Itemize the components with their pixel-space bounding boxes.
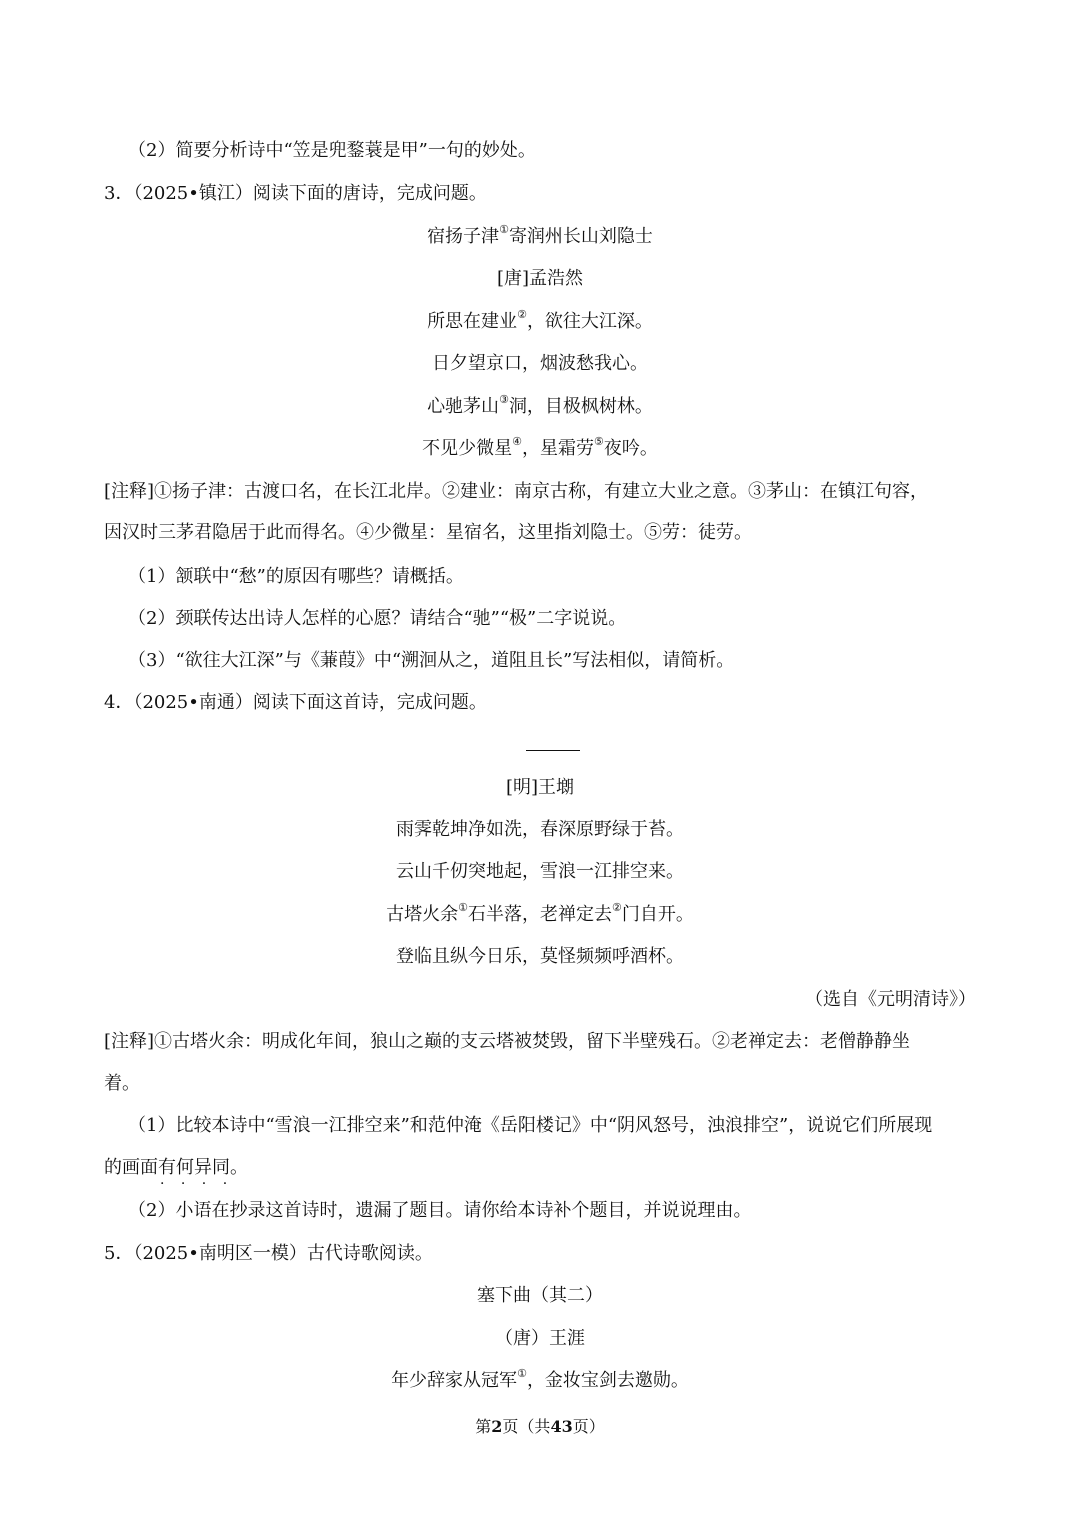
poem-3-line-3: 心驰茅山③洞，目极枫树林。: [427, 393, 653, 417]
poem-3-line-1: 所思在建业②，欲往大江深。: [427, 308, 653, 332]
poem-3-notes-line-2: 因汉时三茅君隐居于此而得名。④少微星：星宿名，这里指刘隐士。⑤劳：徒劳。: [104, 522, 752, 543]
question-5-header: 5．（2025•南明区一模）古代诗歌阅读。: [104, 1243, 433, 1264]
footnote-marker: ①: [499, 223, 509, 236]
page-footer: 第2页（共43页）: [475, 1417, 605, 1436]
question-4-subquestion-2: （2）小语在抄录这首诗时，遗漏了题目。请你给本诗补个题目，并说说理由。: [128, 1200, 752, 1221]
poem-4-line-4: 登临且纵今日乐，莫怪频频呼酒杯。: [396, 946, 684, 967]
poem-3-line-2: 日夕望京口，烟波愁我心。: [432, 353, 648, 374]
question-3-subquestion-3: （3）“欲往大江深”与《蒹葭》中“溯洄从之，道阻且长”写法相似，请简析。: [128, 650, 735, 671]
question-4-subquestion-1-continued: 的画面有何异同 · · · ·。: [104, 1157, 248, 1179]
poem-4-line-1: 雨霁乾坤净如洗，春深原野绿于苔。: [396, 819, 684, 840]
poem-5-title: 塞下曲（其二）: [477, 1285, 603, 1306]
question-3-subquestion-1: （1）颔联中“愁”的原因有哪些？请概括。: [128, 566, 464, 587]
question-2-subquestion-2: （2）简要分析诗中“笠是兜鍪蓑是甲”一句的妙处。: [128, 140, 536, 161]
poem-4-notes-line-2: 着。: [104, 1073, 140, 1094]
poem-3-notes-line-1: [注释]①扬子津：古渡口名，在长江北岸。②建业：南京古称，有建立大业之意。③茅山：在镇江句容，: [104, 481, 929, 502]
poem-4-author: [明]王㙟: [505, 777, 575, 798]
question-3-subquestion-2: （2）颈联传达出诗人怎样的心愿？请结合“驰”“极”二字说说。: [128, 608, 627, 629]
question-3-header: 3．（2025•镇江）阅读下面的唐诗，完成问题。: [104, 183, 487, 204]
poem-3-author: [唐]孟浩然: [496, 268, 584, 289]
poem-4-notes-line-1: [注释]①古塔火余：明成化年间，狼山之巅的支云塔被焚毁，留下半壁残石。②老禅定去：老僧静静坐: [104, 1031, 911, 1052]
poem-5-author: （唐）王涯: [495, 1328, 585, 1349]
poem-4-line-2: 云山千仞突地起，雪浪一江排空来。: [396, 861, 684, 882]
question-4-subquestion-1: （1）比较本诗中“雪浪一江排空来”和范仲淹《岳阳楼记》中“阴风怒号，浊浪排空”，说说它们所展现: [128, 1115, 933, 1136]
poem-5-line-1: 年少辞家从冠军①，金妆宝剑去邀勋。: [391, 1367, 689, 1391]
emphasis-dotted-text: 有何异同 · · · ·: [158, 1157, 230, 1178]
poem-3-title: 宿扬子津①寄润州长山刘隐士: [427, 223, 653, 247]
question-4-header: 4．（2025•南通）阅读下面这首诗，完成问题。: [104, 692, 487, 713]
missing-title-blank: [526, 750, 580, 751]
poem-4-source: （选自《元明清诗》）: [805, 989, 976, 1010]
poem-4-line-3: 古塔火余①石半落，老禅定去②门自开。: [386, 901, 694, 925]
poem-3-line-4: 不见少微星④，星霜劳⑤夜吟。: [422, 435, 658, 459]
